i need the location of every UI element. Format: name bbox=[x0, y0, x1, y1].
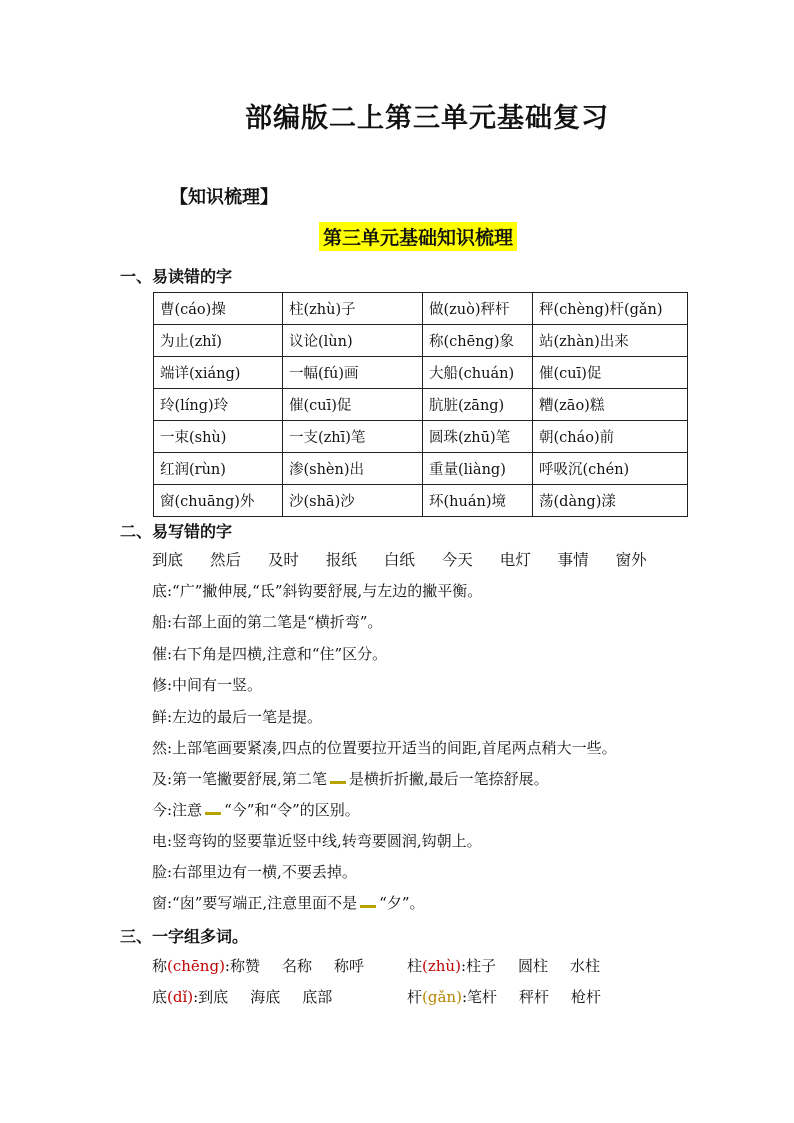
word-group-right bbox=[407, 955, 622, 976]
note-part: “夕”。 bbox=[379, 894, 425, 912]
table-cell: 玲(líng)玲 bbox=[154, 389, 283, 421]
note-part: 是横折折撇,最后一笔捺舒展。 bbox=[348, 770, 549, 788]
highlight-title-wrap bbox=[0, 222, 794, 251]
word-item: 报纸 bbox=[325, 551, 357, 569]
blank-stroke-icon bbox=[205, 804, 221, 815]
section2-heading: 二、易写错的字 bbox=[120, 522, 233, 541]
word-item: 然后 bbox=[209, 551, 241, 569]
table-cell: 为止(zhǐ) bbox=[154, 325, 283, 357]
word-group-left bbox=[152, 986, 354, 1007]
note-part: 窗:“囱”要写端正,注意里面不是 bbox=[152, 894, 358, 912]
table-cell: 一幅(fú)画 bbox=[283, 357, 423, 389]
writing-note: 然:上部笔画要紧凑,四点的位置要拉开适当的间距,首尾两点稍大一些。 bbox=[152, 739, 617, 757]
note-part: “今”和“令”的区别。 bbox=[224, 801, 360, 819]
writing-note bbox=[152, 892, 425, 913]
table-row bbox=[154, 389, 688, 421]
table-cell: 秤(chèng)杆(gǎn) bbox=[533, 293, 688, 325]
table-cell: 圆珠(zhū)笔 bbox=[423, 421, 533, 453]
group-word: 秤杆 bbox=[519, 988, 550, 1006]
writing-note: 鲜:左边的最后一笔是提。 bbox=[152, 708, 323, 726]
writing-note: 修:中间有一竖。 bbox=[152, 676, 263, 694]
table-cell: 重量(liàng) bbox=[423, 453, 533, 485]
group-word: 底部 bbox=[302, 988, 333, 1006]
group-char: 底 bbox=[152, 988, 168, 1006]
blank-stroke-icon bbox=[330, 773, 346, 784]
section1-heading: 一、易读错的字 bbox=[120, 267, 233, 286]
word-group-left bbox=[152, 955, 386, 976]
group-pinyin: (zhù) bbox=[422, 957, 461, 975]
word-item: 事情 bbox=[557, 551, 589, 569]
writing-note: 电:竖弯钩的竖要靠近竖中线,转弯要圆润,钩朝上。 bbox=[152, 832, 482, 850]
table-cell: 称(chēng)象 bbox=[423, 325, 533, 357]
table-cell: 朝(cháo)前 bbox=[533, 421, 688, 453]
group-word: 水柱 bbox=[570, 957, 601, 975]
table-cell: 环(huán)境 bbox=[423, 485, 533, 517]
writing-note: 底:“广”撇伸展,“氐”斜钩要舒展,与左边的撇平衡。 bbox=[152, 582, 483, 600]
word-item: 及时 bbox=[267, 551, 299, 569]
writing-note bbox=[152, 799, 360, 820]
table-cell: 端详(xiáng) bbox=[154, 357, 283, 389]
group-pinyin: (gǎn) bbox=[422, 988, 462, 1006]
table-cell: 沙(shā)沙 bbox=[283, 485, 423, 517]
group-word: 圆柱 bbox=[518, 957, 549, 975]
table-row bbox=[154, 293, 688, 325]
table-row bbox=[154, 453, 688, 485]
group-char: 柱 bbox=[407, 957, 423, 975]
word-item: 今天 bbox=[441, 551, 473, 569]
table-cell: 催(cuī)促 bbox=[283, 389, 423, 421]
table-row bbox=[154, 421, 688, 453]
table-cell: 大船(chuán) bbox=[423, 357, 533, 389]
group-word: 名称 bbox=[281, 957, 312, 975]
group-char: 杆 bbox=[407, 988, 423, 1006]
word-group-right bbox=[407, 986, 623, 1007]
writing-note: 船:右部上面的第二笔是“横折弯”。 bbox=[152, 613, 383, 631]
table-cell: 渗(shèn)出 bbox=[283, 453, 423, 485]
page-title: 部编版二上第三单元基础复习 bbox=[245, 103, 609, 134]
group-word: :笔杆 bbox=[461, 988, 497, 1006]
table-cell: 议论(lùn) bbox=[283, 325, 423, 357]
word-item: 窗外 bbox=[615, 551, 647, 569]
table-cell: 荡(dàng)漾 bbox=[533, 485, 688, 517]
group-pinyin: (chēng) bbox=[167, 957, 225, 975]
table-row bbox=[154, 325, 688, 357]
table-cell: 曹(cáo)操 bbox=[154, 293, 283, 325]
table-cell: 站(zhàn)出来 bbox=[533, 325, 688, 357]
table-row bbox=[154, 357, 688, 389]
blank-stroke-icon bbox=[360, 897, 376, 908]
writing-note: 催:右下角是四横,注意和“住”区分。 bbox=[152, 645, 388, 663]
table-cell: 窗(chuāng)外 bbox=[154, 485, 283, 517]
group-word: :柱子 bbox=[460, 957, 497, 975]
word-item: 白纸 bbox=[383, 551, 415, 569]
table-row bbox=[154, 485, 688, 517]
group-word: 枪杆 bbox=[571, 988, 602, 1006]
table-cell: 糟(zāo)糕 bbox=[533, 389, 688, 421]
group-pinyin: (dǐ) bbox=[167, 988, 194, 1006]
table-cell: 催(cuī)促 bbox=[533, 357, 688, 389]
word-item: 电灯 bbox=[499, 551, 531, 569]
group-char: 称 bbox=[152, 957, 168, 975]
table-cell: 呼吸沉(chén) bbox=[533, 453, 688, 485]
word-item: 到底 bbox=[152, 551, 184, 569]
group-word: :称赞 bbox=[224, 957, 260, 975]
table-cell: 一支(zhī)笔 bbox=[283, 421, 423, 453]
hard-words-line bbox=[152, 548, 669, 570]
writing-note: 脸:右部里边有一横,不要丢掉。 bbox=[152, 863, 357, 881]
note-part: 及:第一笔撇要舒展,第二笔 bbox=[152, 770, 327, 788]
table-cell: 一束(shù) bbox=[154, 421, 283, 453]
group-word: 海底 bbox=[250, 988, 281, 1006]
group-word: 称呼 bbox=[334, 957, 365, 975]
writing-note bbox=[152, 768, 549, 789]
section3-heading: 三、一字组多词。 bbox=[120, 927, 249, 946]
pronunciation-table bbox=[153, 292, 688, 517]
group-word: :到底 bbox=[193, 988, 229, 1006]
table-cell: 做(zuò)秤杆 bbox=[423, 293, 533, 325]
table-cell: 柱(zhù)子 bbox=[283, 293, 423, 325]
section-tag: 【知识梳理】 bbox=[170, 187, 278, 208]
note-part: 今:注意 bbox=[152, 801, 203, 819]
table-cell: 肮脏(zāng) bbox=[423, 389, 533, 421]
table-cell: 红润(rùn) bbox=[154, 453, 283, 485]
highlight-title: 第三单元基础知识梳理 bbox=[319, 222, 517, 251]
